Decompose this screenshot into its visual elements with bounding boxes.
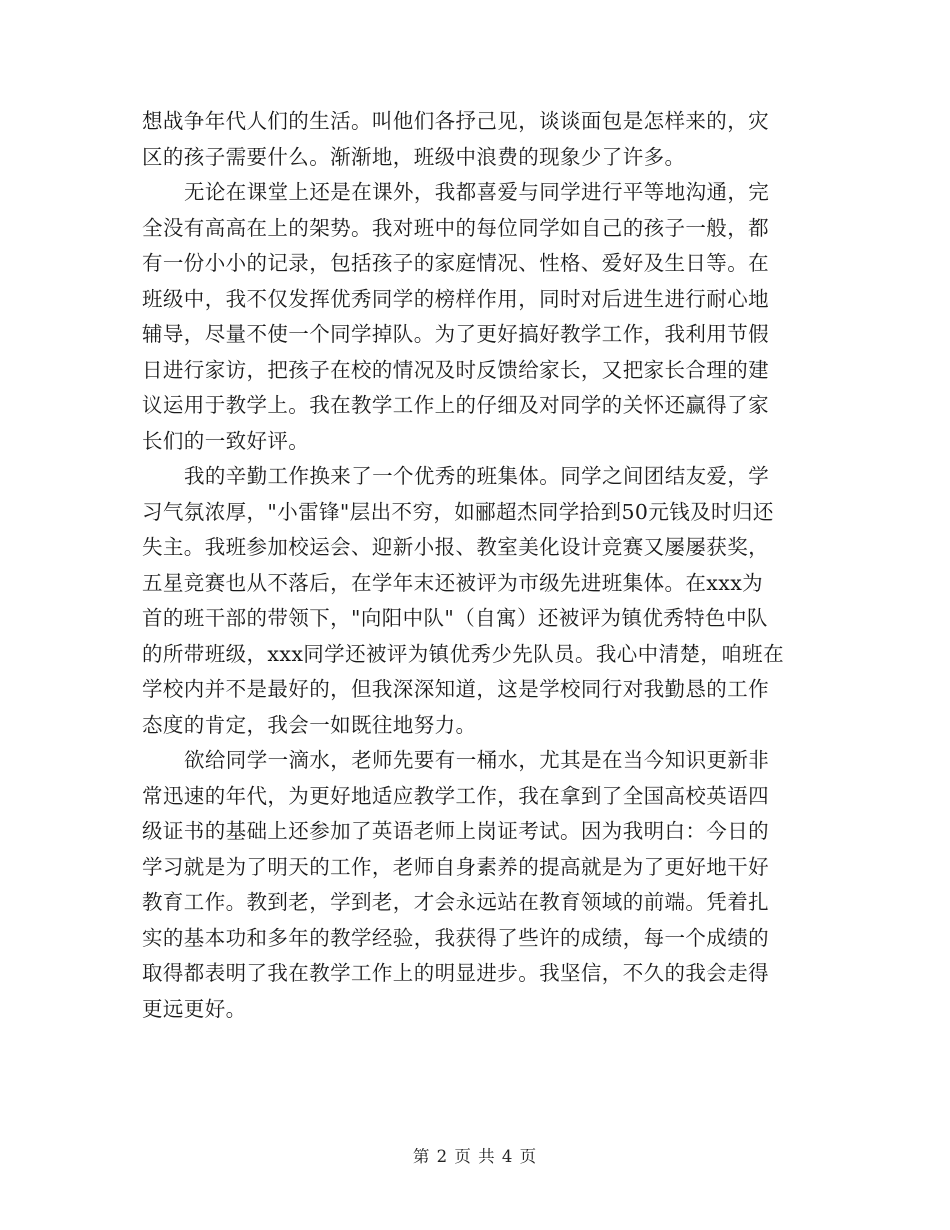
text-line: 更远更好。 [142, 996, 247, 1021]
paragraph [142, 104, 808, 175]
text-line: 想战争年代人们的生活。叫他们各抒己见，谈谈面包是怎样来的，灾 [142, 109, 769, 133]
text-line: 无论在课堂上还是在课外，我都喜爱与同学进行平等地沟通，完 [184, 180, 770, 204]
text-line: 欲给同学一滴水，老师先要有一桶水，尤其是在当今知识更新非 [184, 748, 770, 772]
page-footer: 第 2 页 共 4 页 [412, 1147, 538, 1166]
text-line: 全没有高高在上的架势。我对班中的每位同学如自己的孩子一般，都 [142, 215, 769, 240]
text-line: 议运用于教学上。我在教学工作上的仔细及对同学的关怀还赢得了家 [142, 393, 769, 417]
text-line: 级证书的基础上还参加了英语老师上岗证考试。因为我明白：今日的 [142, 819, 769, 843]
text-line: 学习就是为了明天的工作，老师自身素养的提高就是为了更好地干好 [142, 854, 769, 879]
text-line: 辅导，尽量不使一个同学掉队。为了更好搞好教学工作，我利用节假 [142, 322, 769, 346]
text-line: 区的孩子需要什么。渐渐地，班级中浪费的现象少了许多。 [142, 144, 686, 169]
text-line: 我的辛勤工作换来了一个优秀的班集体。同学之间团结友爱，学 [184, 464, 770, 488]
text-line: 习气氛浓厚，"小雷锋"层出不穷，如郦超杰同学拾到50元钱及时归还 [142, 499, 774, 524]
paragraph [142, 175, 808, 459]
text-line: 教育工作。教到老，学到老，才会永远站在教育领域的前端。凭着扎 [142, 890, 769, 914]
text-line: 实的基本功和多年的教学经验，我获得了些许的成绩，每一个成绩的 [142, 925, 769, 950]
text-line: 常迅速的年代，为更好地适应教学工作，我在拿到了全国高校英语四 [142, 783, 769, 808]
document-body [142, 104, 808, 1027]
text-line: 有一份小小的记录，包括孩子的家庭情况、性格、爱好及生日等。在 [142, 251, 769, 275]
text-line: 的所带班级，xxx同学还被评为镇优秀少先队员。我心中清楚，咱班在 [142, 641, 784, 666]
text-line: 态度的肯定，我会一如既往地努力。 [142, 712, 477, 737]
text-line: 取得都表明了我在教学工作上的明显进步。我坚信，不久的我会走得 [142, 961, 769, 985]
text-line: 班级中，我不仅发挥优秀同学的榜样作用，同时对后进生进行耐心地 [142, 286, 769, 311]
text-line: 长们的一致好评。 [142, 428, 310, 453]
text-line: 日进行家访，把孩子在校的情况及时反馈给家长，又把家长合理的建 [142, 357, 769, 382]
text-line: 失主。我班参加校运会、迎新小报、教室美化设计竞赛又屡屡获奖， [142, 535, 769, 559]
text-line: 五星竞赛也从不落后，在学年末还被评为市级先进班集体。在xxx为 [142, 570, 764, 595]
text-line: 首的班干部的带领下，"向阳中队"（自寓）还被评为镇优秀特色中队 [142, 606, 768, 630]
text-line: 学校内并不是最好的，但我深深知道，这是学校同行对我勤恳的工作 [142, 677, 769, 701]
paragraph [142, 459, 808, 743]
paragraph [142, 743, 808, 1027]
